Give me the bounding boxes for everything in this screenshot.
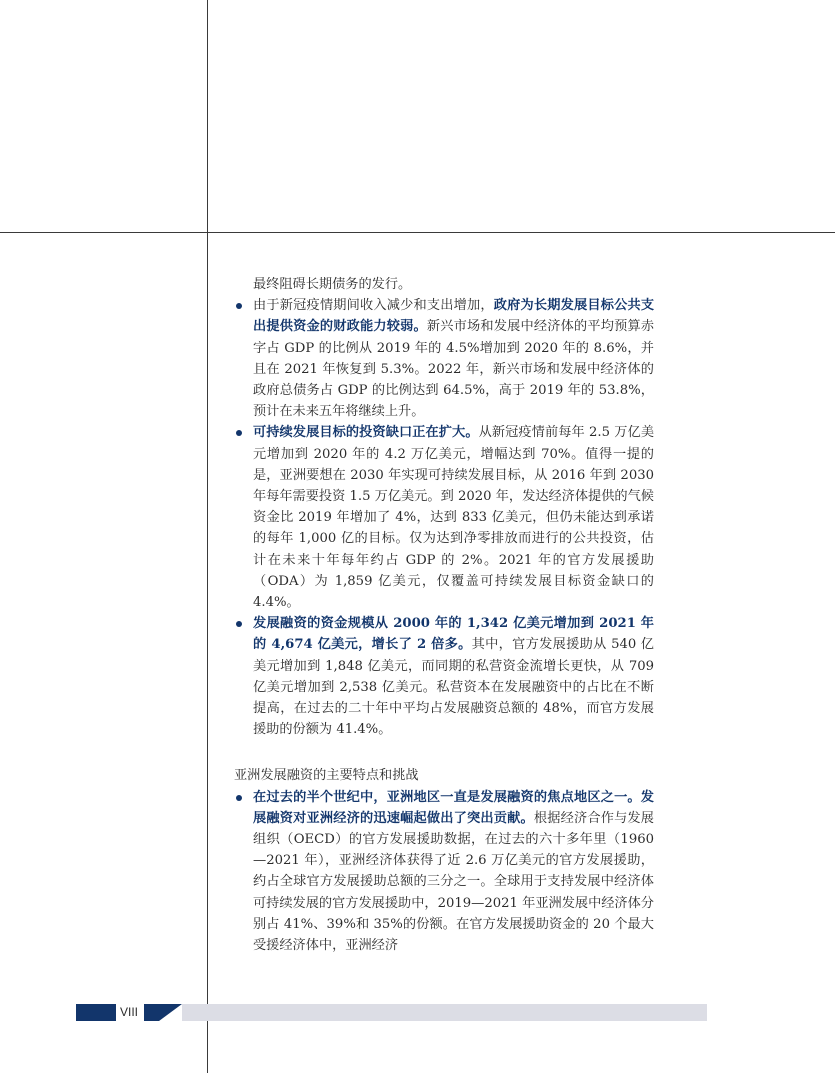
page-number: VIII: [119, 1005, 138, 1019]
bullet-dot-icon: [236, 303, 242, 309]
bullet-text: 从新冠疫情前每年 2.5 万亿美元增加到 2020 年的 4.2 万亿美元，增幅达到 70%。值得一提的是，亚洲要想在 2030 年实现可持续发展目标，从 2016 年到 2030 年每年需要投资 1.5 万亿美元。到 2020 年，发达经济体提供的气候资金比 2019 年增加了 4%，达到 833 亿美元，但仍未能达到承诺的每年 1,000 亿的目标。仅为达到净零排放而进行的公共投资，估计在未来十年每年约占 GDP 的 2%。2021 年的官方发展援助（ODA）为 1,859 亿美元，仅覆盖可持续发展目标资金缺口的 4.4%。: [253, 425, 655, 611]
continued-paragraph: 最终阻碍长期债务的发行。: [253, 277, 412, 292]
footer-accent-block: [76, 1004, 116, 1021]
bullet-item-fiscal: [234, 295, 654, 422]
bullet-dot-icon: [236, 430, 242, 436]
footer-accent-triangle: [144, 1004, 182, 1021]
footer-band: [182, 1004, 707, 1021]
bullet-lead: 由于新冠疫情期间收入减少和支出增加，: [253, 298, 494, 314]
bullet-dot-icon: [236, 621, 242, 627]
crop-mark-horizontal: [0, 232, 835, 233]
crop-mark-vertical: [207, 0, 208, 1073]
bullet-item-finance-scale: [234, 613, 654, 740]
bullet-highlight: 发展融资的资金规模从 2000 年的 1,342 亿美元增加到 2021 年的 4,674 亿美元，增长了 2 倍多。: [253, 616, 654, 653]
bullet-highlight: 政府为长期发展目标公共支出提供资金的财政能力较弱。: [253, 298, 655, 335]
body-text: [234, 274, 654, 956]
section-heading: 亚洲发展融资的主要特点和挑战: [234, 768, 419, 784]
bullet-highlight: 在过去的半个世纪中，亚洲地区一直是发展融资的焦点地区之一。发展融资对亚洲经济的迅速崛起做出了突出贡献。: [253, 789, 654, 826]
bullet-dot-icon: [236, 795, 242, 801]
bullet-text: 其中，官方发展援助从 540 亿美元增加到 1,848 亿美元，而同期的私营资金流增长更快，从 709 亿美元增加到 2,538 亿美元。私营资本在发展融资中的占比在不断提高，在过去的二十年中平均占发展融资总额的 48%，而官方发展援助的份额为 41.4%。: [253, 637, 654, 738]
bullet-item-sdg-gap: [234, 422, 654, 613]
bullet-text: 新兴市场和发展中经济体的平均预算赤字占 GDP 的比例从 2019 年的 4.5%增加到 2020 年的 8.6%，并且在 2021 年恢复到 5.3%。2022 年，新兴市场和发展中经济体的政府总债务占 GDP 的比例达到 64.5%，高于 2019 年的 53.8%，预计在未来五年将继续上升。: [253, 319, 655, 420]
bullet-item-asia-focus: [234, 787, 654, 957]
bullet-highlight: 可持续发展目标的投资缺口正在扩大。: [253, 425, 479, 441]
bullet-text: 根据经济合作与发展组织（OECD）的官方发展援助数据，在过去的六十多年里（1960—2021 年），亚洲经济体获得了近 2.6 万亿美元的官方发展援助，约占全球官方发展援助总额的三分之一。全球用于支持发展中经济体可持续发展的官方发展援助中，2019—2021 年亚洲发展中经济体分别占 41%、39%和 35%的份额。在官方发展援助资金的 20 个最大受援经济体中，亚洲经济: [253, 810, 654, 954]
